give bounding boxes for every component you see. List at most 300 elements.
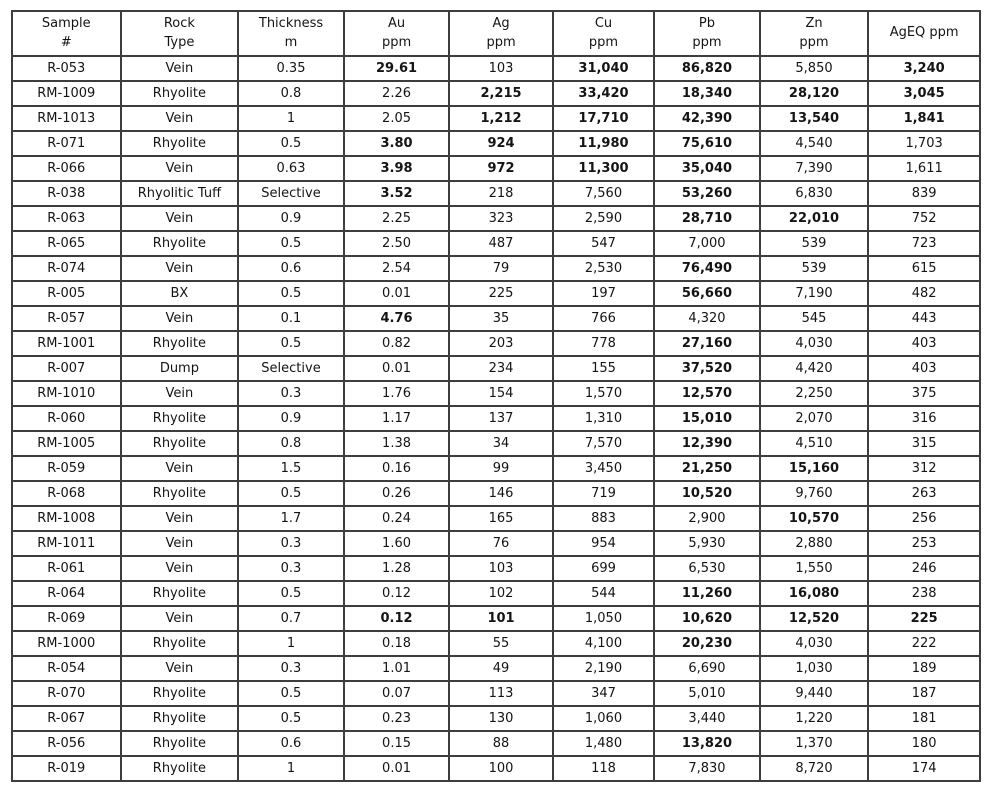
cell-ag: 88 xyxy=(449,731,552,756)
cell-cu: 1,570 xyxy=(553,381,654,406)
cell-zn: 7,390 xyxy=(760,156,869,181)
cell-ageq: 180 xyxy=(868,731,980,756)
cell-pb: 6,690 xyxy=(654,656,760,681)
column-header-line2: ppm xyxy=(692,34,722,50)
cell-pb: 75,610 xyxy=(654,131,760,156)
cell-pb: 6,530 xyxy=(654,556,760,581)
cell-ageq: 256 xyxy=(868,506,980,531)
cell-thickness: Selective xyxy=(238,356,344,381)
cell-zn: 28,120 xyxy=(760,81,869,106)
column-header-line1: Thickness xyxy=(258,15,324,31)
column-header-au xyxy=(344,11,450,56)
cell-cu: 31,040 xyxy=(553,56,654,81)
cell-zn: 4,030 xyxy=(760,331,869,356)
cell-au: 1.17 xyxy=(344,406,450,431)
cell-thickness: 1 xyxy=(238,631,344,656)
cell-au: 0.12 xyxy=(344,606,450,631)
cell-cu: 1,050 xyxy=(553,606,654,631)
cell-ageq: 253 xyxy=(868,531,980,556)
table-row xyxy=(12,581,980,606)
cell-au: 0.24 xyxy=(344,506,450,531)
cell-thickness: 0.5 xyxy=(238,131,344,156)
cell-pb: 12,390 xyxy=(654,431,760,456)
cell-pb: 11,260 xyxy=(654,581,760,606)
cell-ageq: 3,240 xyxy=(868,56,980,81)
column-header-line2: ppm xyxy=(381,34,412,50)
table-row xyxy=(12,756,980,781)
cell-sample: RM-1013 xyxy=(12,106,121,131)
cell-sample: R-057 xyxy=(12,306,121,331)
cell-sample: RM-1011 xyxy=(12,531,121,556)
cell-zn: 4,510 xyxy=(760,431,869,456)
cell-sample: R-007 xyxy=(12,356,121,381)
table-row xyxy=(12,681,980,706)
column-header-line2: Type xyxy=(164,34,195,50)
cell-pb: 53,260 xyxy=(654,181,760,206)
cell-ageq: 1,611 xyxy=(868,156,980,181)
cell-rock: Vein xyxy=(121,606,239,631)
cell-thickness: 0.5 xyxy=(238,706,344,731)
cell-ageq: 222 xyxy=(868,631,980,656)
cell-cu: 2,190 xyxy=(553,656,654,681)
table-row xyxy=(12,381,980,406)
cell-thickness: 0.35 xyxy=(238,56,344,81)
cell-ageq: 752 xyxy=(868,206,980,231)
cell-sample: RM-1000 xyxy=(12,631,121,656)
cell-ageq: 1,703 xyxy=(868,131,980,156)
cell-thickness: 0.9 xyxy=(238,406,344,431)
table-row xyxy=(12,256,980,281)
cell-au: 1.01 xyxy=(344,656,450,681)
cell-ag: 323 xyxy=(449,206,552,231)
cell-zn: 9,440 xyxy=(760,681,869,706)
cell-sample: RM-1001 xyxy=(12,331,121,356)
cell-au: 0.01 xyxy=(344,356,450,381)
cell-pb: 86,820 xyxy=(654,56,760,81)
cell-rock: Rhyolite xyxy=(121,581,239,606)
cell-zn: 10,570 xyxy=(760,506,869,531)
cell-ag: 49 xyxy=(449,656,552,681)
cell-sample: RM-1005 xyxy=(12,431,121,456)
column-header-sample xyxy=(12,11,121,56)
cell-ageq: 316 xyxy=(868,406,980,431)
column-header-line1: Pb xyxy=(698,15,716,31)
cell-pb: 56,660 xyxy=(654,281,760,306)
column-header-rock xyxy=(121,11,239,56)
table-row xyxy=(12,56,980,81)
cell-zn: 2,250 xyxy=(760,381,869,406)
cell-zn: 6,830 xyxy=(760,181,869,206)
cell-pb: 10,620 xyxy=(654,606,760,631)
cell-rock: Rhyolite xyxy=(121,81,239,106)
cell-cu: 2,590 xyxy=(553,206,654,231)
cell-ag: 99 xyxy=(449,456,552,481)
cell-pb: 2,900 xyxy=(654,506,760,531)
cell-zn: 22,010 xyxy=(760,206,869,231)
table-row xyxy=(12,456,980,481)
cell-rock: Vein xyxy=(121,381,239,406)
column-header-line1: Cu xyxy=(594,15,613,31)
cell-cu: 7,570 xyxy=(553,431,654,456)
cell-pb: 76,490 xyxy=(654,256,760,281)
cell-ageq: 174 xyxy=(868,756,980,781)
cell-sample: R-038 xyxy=(12,181,121,206)
cell-thickness: 0.3 xyxy=(238,531,344,556)
cell-au: 0.82 xyxy=(344,331,450,356)
cell-pb: 3,440 xyxy=(654,706,760,731)
cell-cu: 7,560 xyxy=(553,181,654,206)
cell-zn: 539 xyxy=(760,231,869,256)
cell-sample: R-064 xyxy=(12,581,121,606)
cell-ag: 102 xyxy=(449,581,552,606)
column-header-pb xyxy=(654,11,760,56)
column-header-zn xyxy=(760,11,869,56)
cell-cu: 155 xyxy=(553,356,654,381)
cell-pb: 18,340 xyxy=(654,81,760,106)
cell-pb: 7,000 xyxy=(654,231,760,256)
cell-au: 2.54 xyxy=(344,256,450,281)
cell-ag: 130 xyxy=(449,706,552,731)
column-header-line2: ppm xyxy=(799,34,829,50)
cell-cu: 954 xyxy=(553,531,654,556)
column-header-line1: Ag xyxy=(492,15,510,31)
cell-ageq: 482 xyxy=(868,281,980,306)
cell-zn: 1,030 xyxy=(760,656,869,681)
cell-zn: 4,030 xyxy=(760,631,869,656)
cell-ageq: 1,841 xyxy=(868,106,980,131)
cell-ag: 100 xyxy=(449,756,552,781)
cell-zn: 15,160 xyxy=(760,456,869,481)
cell-rock: Rhyolite xyxy=(121,631,239,656)
cell-ag: 137 xyxy=(449,406,552,431)
cell-zn: 13,540 xyxy=(760,106,869,131)
cell-cu: 17,710 xyxy=(553,106,654,131)
cell-ageq: 723 xyxy=(868,231,980,256)
cell-au: 4.76 xyxy=(344,306,450,331)
cell-au: 1.60 xyxy=(344,531,450,556)
cell-rock: Vein xyxy=(121,456,239,481)
cell-au: 2.05 xyxy=(344,106,450,131)
column-header-line1: Zn xyxy=(805,15,823,31)
cell-ag: 487 xyxy=(449,231,552,256)
cell-rock: Rhyolite xyxy=(121,706,239,731)
cell-zn: 1,220 xyxy=(760,706,869,731)
cell-cu: 547 xyxy=(553,231,654,256)
column-header-thickness xyxy=(238,11,344,56)
cell-cu: 778 xyxy=(553,331,654,356)
cell-thickness: 0.8 xyxy=(238,81,344,106)
cell-rock: Vein xyxy=(121,556,239,581)
cell-cu: 766 xyxy=(553,306,654,331)
cell-thickness: 0.7 xyxy=(238,606,344,631)
cell-ageq: 263 xyxy=(868,481,980,506)
cell-thickness: 0.5 xyxy=(238,581,344,606)
cell-thickness: 1.5 xyxy=(238,456,344,481)
cell-au: 0.23 xyxy=(344,706,450,731)
cell-rock: Vein xyxy=(121,106,239,131)
table-row xyxy=(12,606,980,631)
table-row xyxy=(12,131,980,156)
cell-sample: R-056 xyxy=(12,731,121,756)
cell-thickness: 0.3 xyxy=(238,656,344,681)
cell-rock: Rhyolite xyxy=(121,331,239,356)
cell-pb: 13,820 xyxy=(654,731,760,756)
table-row xyxy=(12,181,980,206)
cell-cu: 11,980 xyxy=(553,131,654,156)
table-body xyxy=(12,56,980,781)
cell-rock: Rhyolite xyxy=(121,731,239,756)
cell-rock: Vein xyxy=(121,531,239,556)
cell-ag: 1,212 xyxy=(449,106,552,131)
cell-pb: 7,830 xyxy=(654,756,760,781)
cell-ageq: 187 xyxy=(868,681,980,706)
cell-rock: Rhyolite xyxy=(121,756,239,781)
table-row xyxy=(12,231,980,256)
cell-zn: 7,190 xyxy=(760,281,869,306)
cell-cu: 118 xyxy=(553,756,654,781)
cell-cu: 719 xyxy=(553,481,654,506)
cell-ag: 34 xyxy=(449,431,552,456)
cell-pb: 5,930 xyxy=(654,531,760,556)
column-header-line1: AgEQ ppm xyxy=(889,25,959,41)
cell-ageq: 225 xyxy=(868,606,980,631)
cell-thickness: 1 xyxy=(238,756,344,781)
cell-rock: Dump xyxy=(121,356,239,381)
cell-au: 0.12 xyxy=(344,581,450,606)
cell-pb: 12,570 xyxy=(654,381,760,406)
column-header-ag xyxy=(449,11,552,56)
cell-ag: 101 xyxy=(449,606,552,631)
table-row xyxy=(12,406,980,431)
cell-cu: 2,530 xyxy=(553,256,654,281)
cell-zn: 2,880 xyxy=(760,531,869,556)
cell-sample: R-069 xyxy=(12,606,121,631)
cell-cu: 1,310 xyxy=(553,406,654,431)
cell-ag: 924 xyxy=(449,131,552,156)
cell-ag: 113 xyxy=(449,681,552,706)
cell-sample: RM-1009 xyxy=(12,81,121,106)
cell-ageq: 238 xyxy=(868,581,980,606)
cell-thickness: 0.5 xyxy=(238,231,344,256)
cell-au: 0.16 xyxy=(344,456,450,481)
cell-cu: 883 xyxy=(553,506,654,531)
cell-ageq: 189 xyxy=(868,656,980,681)
table-row xyxy=(12,306,980,331)
table-row xyxy=(12,631,980,656)
cell-pb: 15,010 xyxy=(654,406,760,431)
table-row xyxy=(12,706,980,731)
cell-ageq: 615 xyxy=(868,256,980,281)
cell-pb: 28,710 xyxy=(654,206,760,231)
column-header-line1: Au xyxy=(387,15,406,31)
cell-zn: 539 xyxy=(760,256,869,281)
cell-sample: R-067 xyxy=(12,706,121,731)
cell-zn: 4,420 xyxy=(760,356,869,381)
cell-rock: BX xyxy=(121,281,239,306)
cell-thickness: Selective xyxy=(238,181,344,206)
cell-pb: 20,230 xyxy=(654,631,760,656)
cell-au: 0.01 xyxy=(344,756,450,781)
cell-thickness: 0.5 xyxy=(238,281,344,306)
cell-ag: 165 xyxy=(449,506,552,531)
cell-cu: 347 xyxy=(553,681,654,706)
cell-au: 0.15 xyxy=(344,731,450,756)
cell-rock: Rhyolitic Tuff xyxy=(121,181,239,206)
cell-rock: Vein xyxy=(121,256,239,281)
cell-thickness: 0.5 xyxy=(238,481,344,506)
cell-pb: 37,520 xyxy=(654,356,760,381)
assay-results-table xyxy=(11,10,981,782)
column-header-ageq xyxy=(868,11,980,56)
cell-rock: Vein xyxy=(121,206,239,231)
cell-sample: R-070 xyxy=(12,681,121,706)
cell-zn: 12,520 xyxy=(760,606,869,631)
cell-thickness: 0.5 xyxy=(238,331,344,356)
cell-rock: Vein xyxy=(121,506,239,531)
cell-au: 0.18 xyxy=(344,631,450,656)
cell-rock: Rhyolite xyxy=(121,231,239,256)
cell-rock: Vein xyxy=(121,56,239,81)
cell-zn: 16,080 xyxy=(760,581,869,606)
cell-au: 0.07 xyxy=(344,681,450,706)
table-row xyxy=(12,106,980,131)
cell-rock: Rhyolite xyxy=(121,406,239,431)
cell-thickness: 0.63 xyxy=(238,156,344,181)
column-header-line2: # xyxy=(60,34,72,50)
cell-ageq: 839 xyxy=(868,181,980,206)
column-header-line1: Rock xyxy=(163,15,195,31)
cell-zn: 1,370 xyxy=(760,731,869,756)
cell-zn: 4,540 xyxy=(760,131,869,156)
cell-sample: RM-1008 xyxy=(12,506,121,531)
cell-ageq: 246 xyxy=(868,556,980,581)
cell-cu: 4,100 xyxy=(553,631,654,656)
cell-zn: 545 xyxy=(760,306,869,331)
cell-sample: RM-1010 xyxy=(12,381,121,406)
cell-au: 0.01 xyxy=(344,281,450,306)
cell-sample: R-019 xyxy=(12,756,121,781)
cell-sample: R-068 xyxy=(12,481,121,506)
cell-au: 2.25 xyxy=(344,206,450,231)
cell-pb: 35,040 xyxy=(654,156,760,181)
cell-ageq: 312 xyxy=(868,456,980,481)
table-row xyxy=(12,281,980,306)
cell-sample: R-061 xyxy=(12,556,121,581)
cell-sample: R-005 xyxy=(12,281,121,306)
cell-au: 2.26 xyxy=(344,81,450,106)
cell-cu: 3,450 xyxy=(553,456,654,481)
cell-cu: 197 xyxy=(553,281,654,306)
cell-ag: 972 xyxy=(449,156,552,181)
cell-ag: 2,215 xyxy=(449,81,552,106)
table-row xyxy=(12,731,980,756)
cell-rock: Rhyolite xyxy=(121,431,239,456)
cell-cu: 544 xyxy=(553,581,654,606)
cell-rock: Vein xyxy=(121,156,239,181)
cell-cu: 699 xyxy=(553,556,654,581)
cell-thickness: 0.6 xyxy=(238,256,344,281)
cell-zn: 1,550 xyxy=(760,556,869,581)
cell-thickness: 1 xyxy=(238,106,344,131)
cell-sample: R-065 xyxy=(12,231,121,256)
cell-ag: 203 xyxy=(449,331,552,356)
table-row xyxy=(12,656,980,681)
cell-ageq: 443 xyxy=(868,306,980,331)
column-header-line2: ppm xyxy=(588,34,619,50)
cell-ag: 55 xyxy=(449,631,552,656)
cell-sample: R-071 xyxy=(12,131,121,156)
cell-au: 3.98 xyxy=(344,156,450,181)
cell-pb: 4,320 xyxy=(654,306,760,331)
cell-sample: R-066 xyxy=(12,156,121,181)
cell-cu: 1,480 xyxy=(553,731,654,756)
cell-au: 2.50 xyxy=(344,231,450,256)
cell-ag: 146 xyxy=(449,481,552,506)
table-row xyxy=(12,506,980,531)
cell-sample: R-054 xyxy=(12,656,121,681)
cell-cu: 11,300 xyxy=(553,156,654,181)
cell-ag: 234 xyxy=(449,356,552,381)
cell-ag: 154 xyxy=(449,381,552,406)
cell-zn: 8,720 xyxy=(760,756,869,781)
cell-au: 3.52 xyxy=(344,181,450,206)
cell-thickness: 0.8 xyxy=(238,431,344,456)
cell-au: 1.76 xyxy=(344,381,450,406)
cell-ag: 79 xyxy=(449,256,552,281)
cell-sample: R-063 xyxy=(12,206,121,231)
column-header-cu xyxy=(553,11,654,56)
column-header-line2: ppm xyxy=(486,34,516,50)
cell-zn: 9,760 xyxy=(760,481,869,506)
cell-rock: Rhyolite xyxy=(121,481,239,506)
cell-ageq: 375 xyxy=(868,381,980,406)
cell-ag: 76 xyxy=(449,531,552,556)
cell-thickness: 0.3 xyxy=(238,381,344,406)
cell-ageq: 3,045 xyxy=(868,81,980,106)
cell-au: 1.28 xyxy=(344,556,450,581)
cell-rock: Rhyolite xyxy=(121,131,239,156)
header-row xyxy=(12,11,980,56)
cell-ag: 225 xyxy=(449,281,552,306)
table-row xyxy=(12,556,980,581)
cell-cu: 33,420 xyxy=(553,81,654,106)
table-row xyxy=(12,481,980,506)
cell-au: 3.80 xyxy=(344,131,450,156)
cell-ageq: 403 xyxy=(868,356,980,381)
cell-ag: 218 xyxy=(449,181,552,206)
cell-sample: R-053 xyxy=(12,56,121,81)
cell-cu: 1,060 xyxy=(553,706,654,731)
cell-thickness: 0.3 xyxy=(238,556,344,581)
cell-thickness: 0.5 xyxy=(238,681,344,706)
cell-thickness: 1.7 xyxy=(238,506,344,531)
cell-ag: 103 xyxy=(449,556,552,581)
cell-pb: 42,390 xyxy=(654,106,760,131)
cell-thickness: 0.6 xyxy=(238,731,344,756)
column-header-line2: m xyxy=(284,34,298,50)
cell-ag: 35 xyxy=(449,306,552,331)
cell-ag: 103 xyxy=(449,56,552,81)
table-row xyxy=(12,356,980,381)
table-row xyxy=(12,531,980,556)
cell-rock: Vein xyxy=(121,656,239,681)
cell-pb: 10,520 xyxy=(654,481,760,506)
cell-sample: R-060 xyxy=(12,406,121,431)
cell-sample: R-074 xyxy=(12,256,121,281)
cell-thickness: 0.9 xyxy=(238,206,344,231)
table-row xyxy=(12,431,980,456)
cell-au: 29.61 xyxy=(344,56,450,81)
